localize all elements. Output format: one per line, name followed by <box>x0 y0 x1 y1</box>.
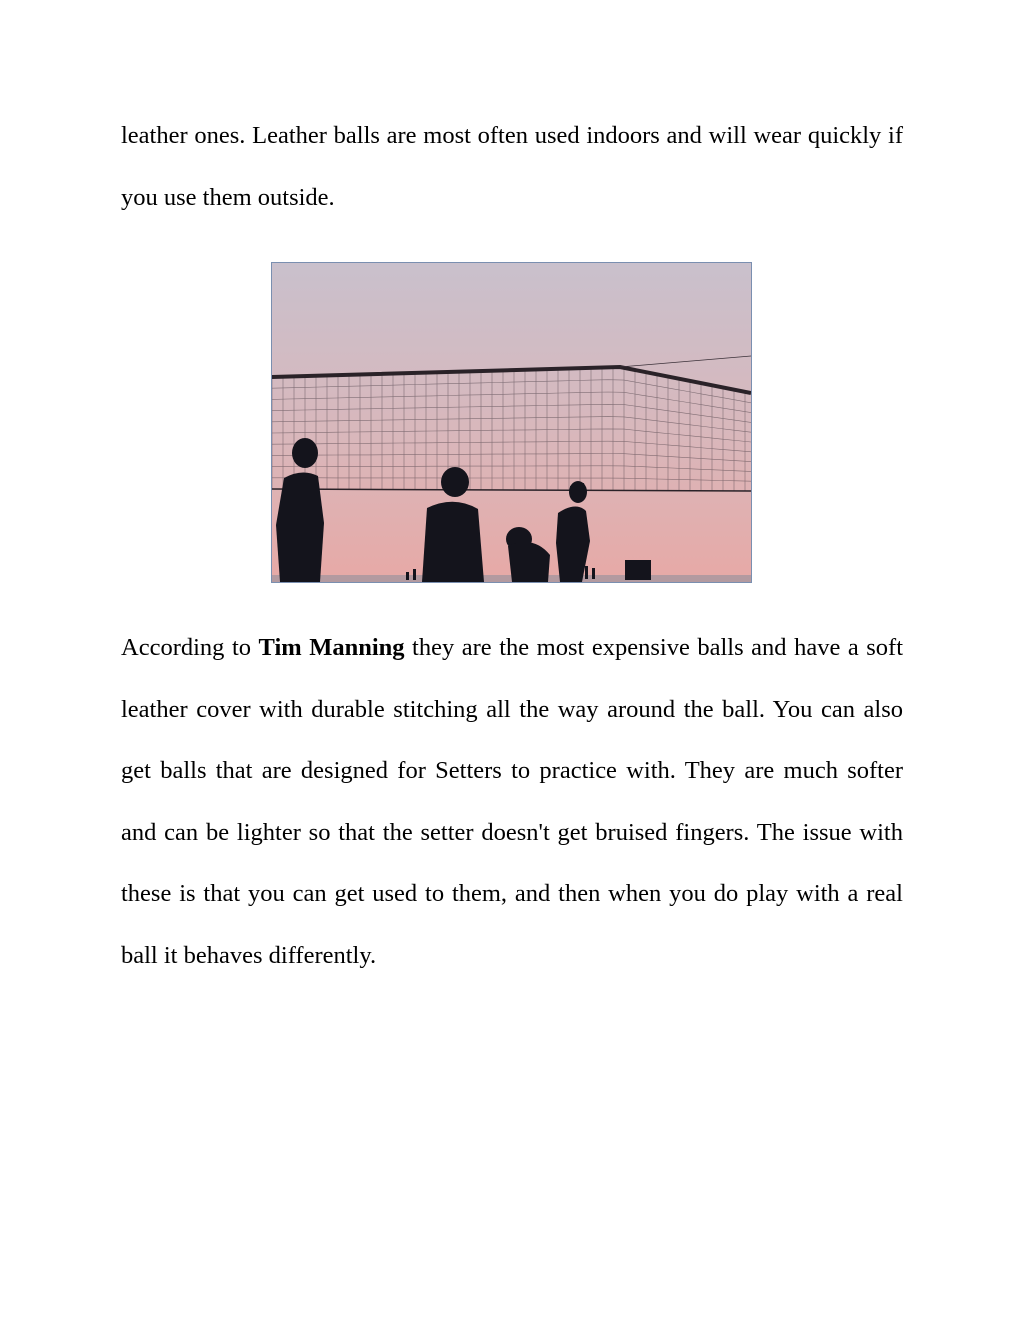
paragraph-2-intro: According to <box>121 634 259 661</box>
paragraph-1: leather ones. Leather balls are most often used indoors and will wear quickly if you use them outside. <box>121 122 903 211</box>
paragraph-2 <box>121 617 903 986</box>
author-name: Tim Manning <box>258 634 405 661</box>
bin-silhouette <box>625 560 651 580</box>
paragraph-2-body: they are the most expensive balls and have a soft leather cover with durable stitching all the way around the ball. You can also get balls that are designed for Setters to practice with. They are much softer and can be lighter so that the setter doesn't get bruised fingers. The issue with these is that you can get used to them, and then when you do play with a real ball it behaves differently. <box>121 634 904 969</box>
volleyball-net-photo <box>271 262 752 583</box>
